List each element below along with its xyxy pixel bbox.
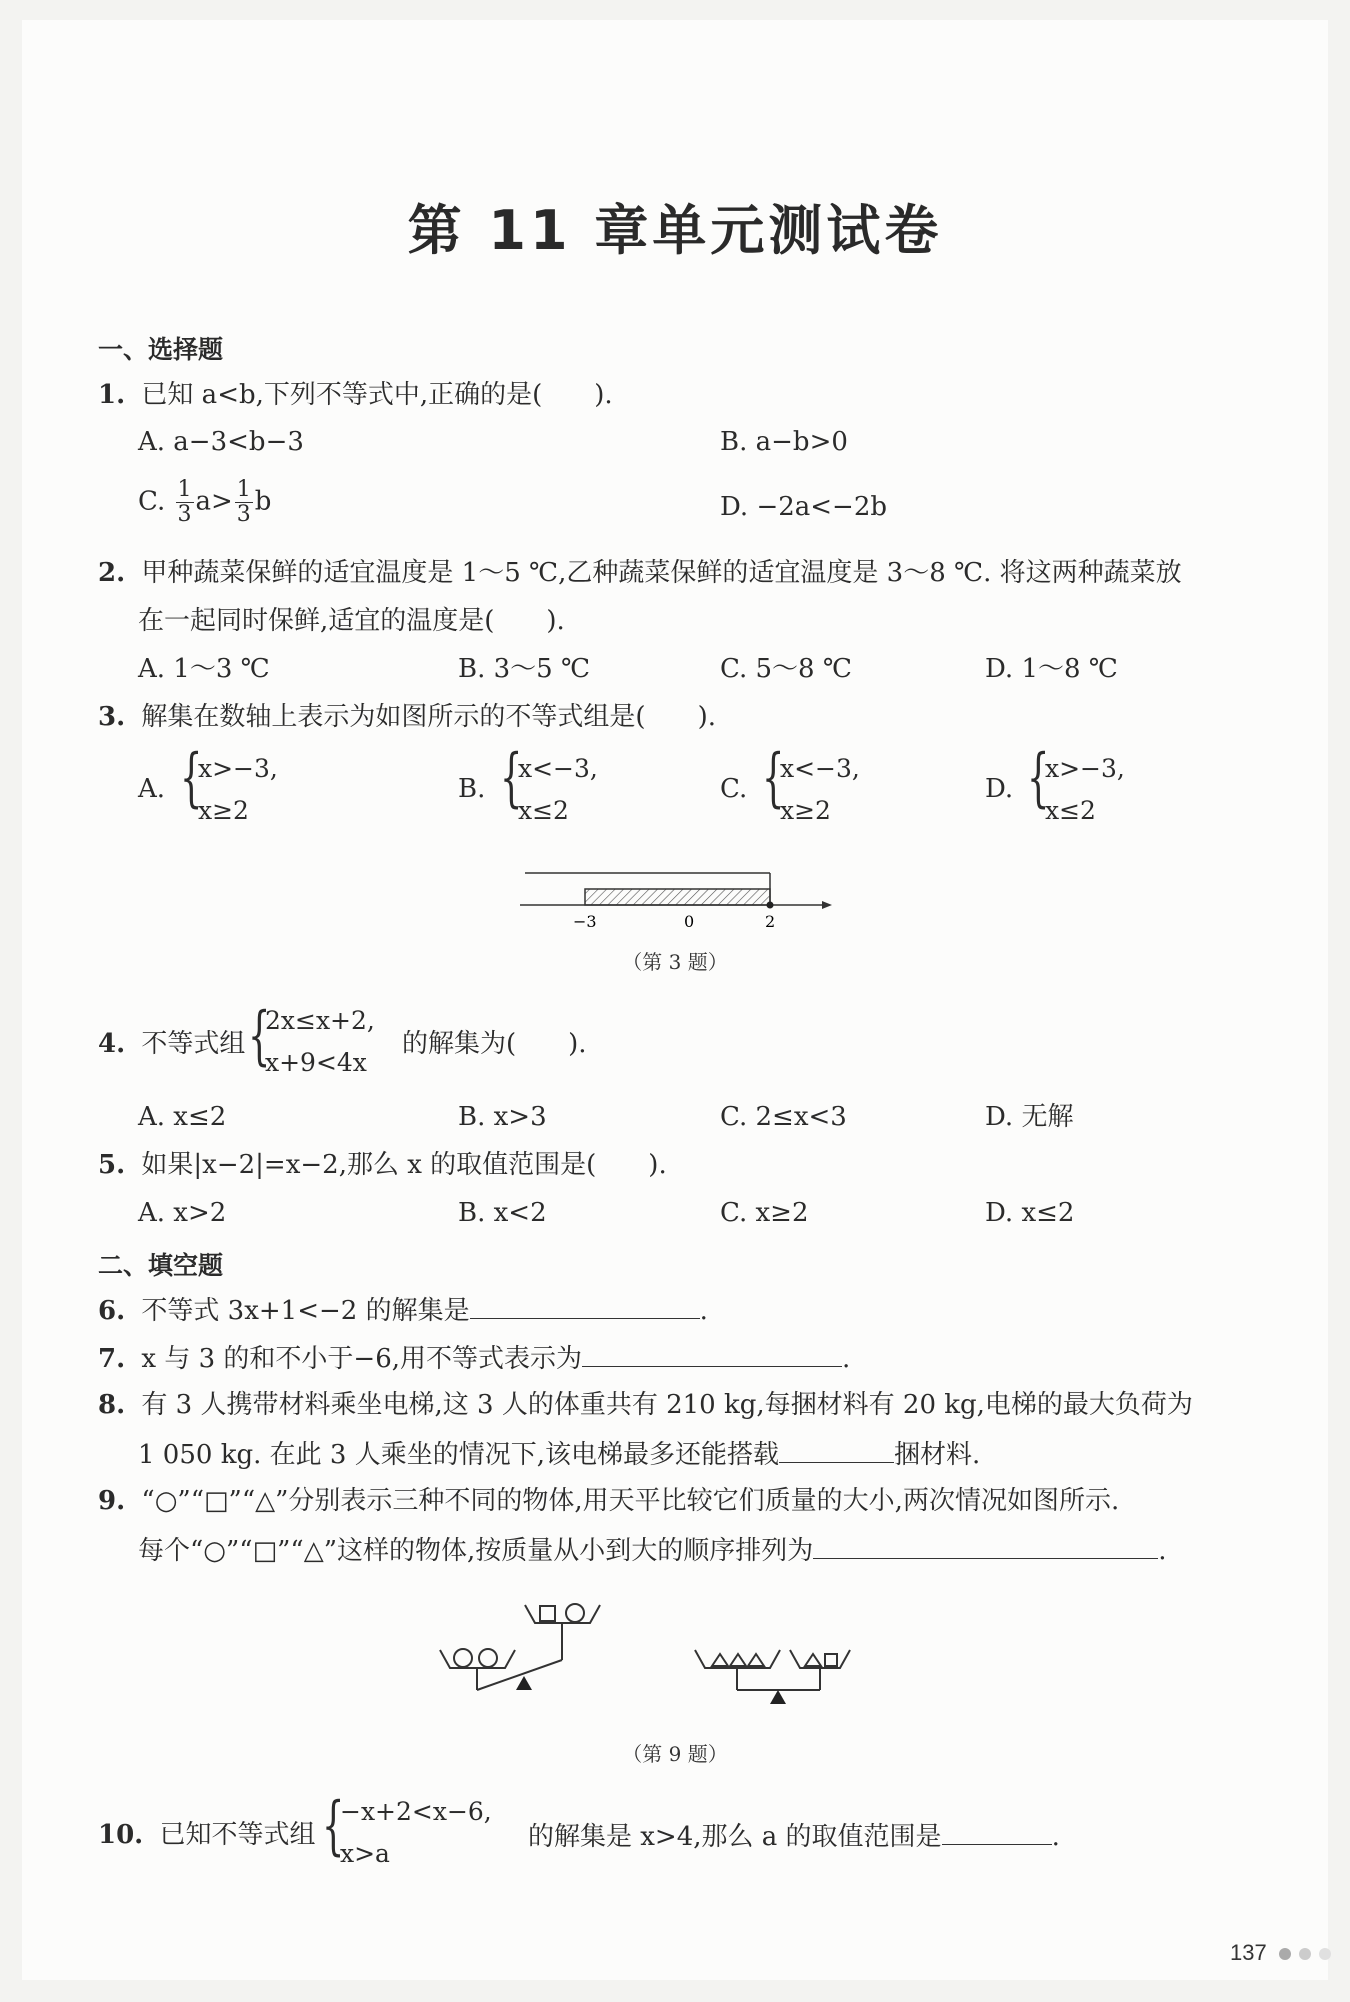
option-b: B. x<2 [458,1198,547,1228]
inequality: x≥2 [780,796,831,825]
question-8-line2 [138,1436,980,1472]
option-c: C. x≥2 [720,1198,809,1228]
option-b: B. a−b>0 [720,427,848,457]
question-number: 2. [98,558,126,588]
right-pan [525,1605,600,1623]
section-heading-fill: 二、填空题 [98,1251,224,1280]
question-stem: 不等式 3x+1<−2 的解集是 [141,1296,470,1326]
question-stem: 有 3 人携带材料乘坐电梯,这 3 人的体重共有 210 kg,每捆材料有 20 kg,电梯的最大负荷为 [141,1390,1193,1420]
question-text: 的解集是 x>4,那么 a 的取值范围是 [528,1822,942,1852]
brace-icon: { [500,741,523,815]
question-number: 8. [98,1390,126,1420]
option-a-label: A. [138,774,166,804]
square-icon [540,1606,555,1621]
period: . [842,1344,851,1374]
shaded-region [585,889,770,905]
section-heading-choice: 一、选择题 [98,335,224,364]
option-d: D. 1～8 ℃ [985,654,1118,684]
page-number [1230,1940,1331,1966]
tick-label: 2 [765,912,776,931]
dot-icon [1319,1948,1331,1960]
tick-label: 0 [684,912,695,931]
option-a-system [198,748,278,832]
question-stem: 解集在数轴上表示为如图所示的不等式组是( ). [141,702,716,732]
option-b: B. 3～5 ℃ [458,654,591,684]
question-number: 5. [98,1150,126,1180]
option-d: D. −2a<−2b [720,492,888,522]
question-number: 4. [98,1029,126,1059]
answer-blank[interactable] [582,1340,842,1367]
option-d: D. x≤2 [985,1198,1075,1228]
question-9 [98,1484,1119,1518]
brace-icon: { [762,741,785,815]
figure-caption: （第 3 题） [622,950,728,974]
triangle-icon [730,1654,746,1666]
inequality: 2x≤x+2, [265,1006,375,1035]
option-d-label: D. [985,774,1014,804]
question-8 [98,1388,1193,1422]
square-icon [825,1654,837,1666]
inequality: −x+2<x−6, [340,1797,492,1826]
question-number: 10. [98,1820,144,1850]
option-c: C. 5～8 ℃ [720,654,852,684]
question-number: 3. [98,702,126,732]
question-number: 1. [98,380,126,410]
answer-blank[interactable] [813,1532,1158,1559]
option-c-label: C. [720,774,748,804]
dot-icon [1279,1948,1291,1960]
question-number: 9. [98,1486,126,1516]
inequality: x+9<4x [265,1048,367,1077]
option-text: a> [195,486,233,517]
triangle-icon [748,1654,764,1666]
option-a: A. x>2 [138,1198,227,1228]
page-title: 第 11 章单元测试卷 [407,199,943,262]
option-c: C. 2≤x<3 [720,1102,847,1132]
question-stem: 甲种蔬菜保鲜的适宜温度是 1～5 ℃,乙种蔬菜保鲜的适宜温度是 3～8 ℃. 将这两种蔬菜放 [141,558,1182,588]
number-line-figure [520,865,840,935]
option-b: B. x>3 [458,1102,547,1132]
question-2-line2: 在一起同时保鲜,适宜的温度是( ). [138,606,565,636]
arrow-icon [822,901,832,909]
inequality: x>−3, [1045,754,1125,783]
question-stem: 如果|x−2|=x−2,那么 x 的取值范围是( ). [141,1150,667,1180]
balance-scale-tilted [440,1604,600,1690]
figure-caption: （第 9 题） [622,1742,728,1766]
balance-scale-level [695,1650,850,1704]
brace-icon: { [248,999,271,1073]
circle-icon [454,1649,472,1667]
answer-blank[interactable] [942,1818,1052,1845]
option-text: b [254,486,272,517]
option-a: A. a−3<b−3 [138,427,304,457]
fulcrum-icon [770,1690,786,1704]
question-stem: “○”“□”“△”分别表示三种不同的物体,用天平比较它们质量的大小,两次情况如图所示. [141,1486,1120,1516]
option-b-system [518,748,598,832]
triangle-icon [712,1654,728,1666]
fulcrum-icon [516,1676,532,1690]
triangle-icon [805,1654,821,1666]
fraction-denominator: 3 [236,502,251,527]
question-2 [98,556,1182,590]
solid-dot [767,902,774,909]
option-c-system [780,748,860,832]
period: . [1051,1822,1060,1852]
question-text: 每个“○”“□”“△”这样的物体,按质量从小到大的顺序排列为 [138,1536,814,1566]
question-1 [98,378,613,412]
inequality: x≥2 [198,796,249,825]
brace-icon: { [1027,741,1050,815]
inequality: x>a [340,1839,390,1868]
balance-figure [430,1600,930,1720]
question-number: 7. [98,1344,126,1374]
question-4-suffix: 的解集为( ). [402,1029,587,1059]
inequality-system [340,1791,492,1875]
question-number: 6. [98,1296,126,1326]
period: . [1158,1536,1167,1566]
option-b-label: B. [458,774,486,804]
inequality: x≤2 [518,796,569,825]
page-number-text: 137 [1230,1940,1267,1965]
left-pan [440,1650,515,1668]
inequality: x<−3, [518,754,598,783]
option-d-system [1045,748,1125,832]
fraction-numerator: 1 [177,477,192,502]
answer-blank[interactable] [779,1436,894,1463]
question-stem: x 与 3 的和不小于−6,用不等式表示为 [141,1344,583,1374]
fraction [235,478,253,527]
period: . [699,1296,708,1326]
question-stem: 不等式组 [141,1029,246,1059]
brace-icon: { [322,1789,345,1863]
question-5 [98,1148,667,1182]
question-text: 1 050 kg. 在此 3 人乘坐的情况下,该电梯最多还能搭载 [138,1440,779,1470]
question-stem: 已知 a<b,下列不等式中,正确的是( ). [141,380,613,410]
answer-blank[interactable] [470,1292,700,1319]
question-3 [98,700,716,734]
option-label: C. [138,486,166,517]
circle-icon [479,1649,497,1667]
fraction [176,478,194,527]
question-stem: 已知不等式组 [159,1820,316,1850]
option-d: D. 无解 [985,1102,1074,1132]
question-4-number [98,1027,245,1061]
inequality: x≤2 [1045,796,1096,825]
question-text: 捆材料. [893,1440,981,1470]
circle-icon [566,1604,584,1622]
question-10-number [98,1818,316,1852]
question-6 [98,1292,708,1328]
question-10-suffix [528,1818,1060,1854]
tick-label: −3 [573,912,597,931]
option-a: A. 1～3 ℃ [138,654,270,684]
question-7 [98,1340,850,1376]
fraction-denominator: 3 [177,502,192,527]
inequality-system [265,1000,375,1084]
brace-icon: { [180,741,203,815]
question-9-line2 [138,1532,1167,1568]
option-a: A. x≤2 [138,1102,227,1132]
inequality: x>−3, [198,754,278,783]
fraction-numerator: 1 [236,477,251,502]
dot-icon [1299,1948,1311,1960]
option-c [138,478,271,527]
inequality: x<−3, [780,754,860,783]
